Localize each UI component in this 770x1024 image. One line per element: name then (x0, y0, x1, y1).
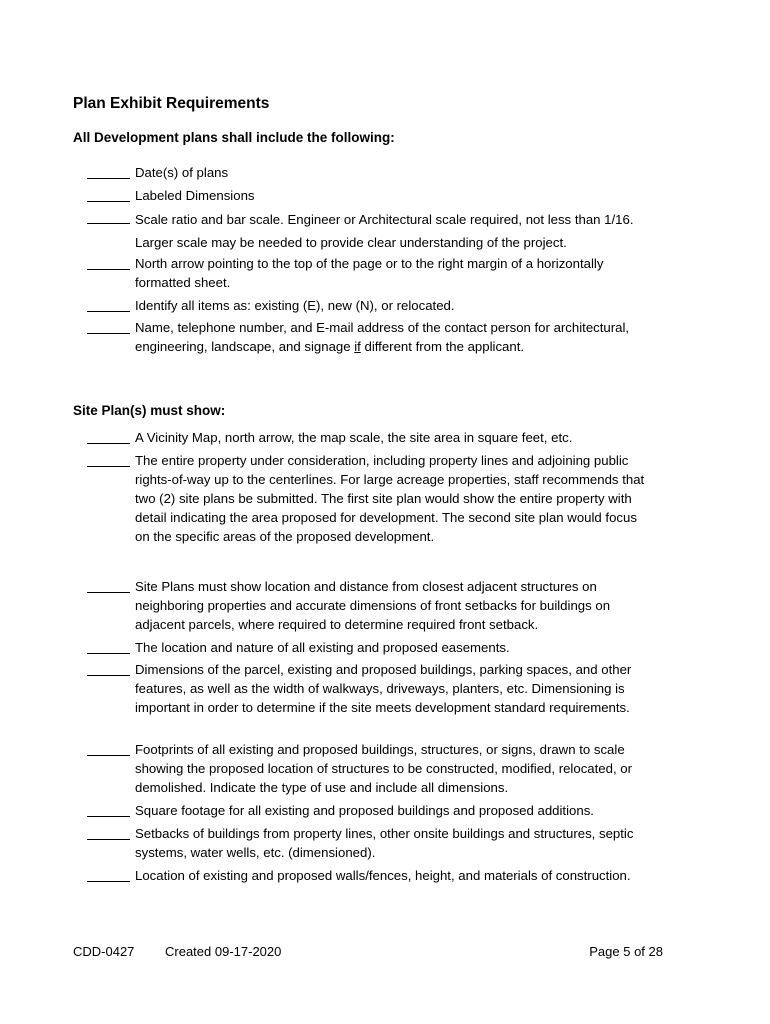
item-text: Square footage for all existing and proposed buildings and proposed additions. (135, 803, 594, 818)
checklist-item (87, 866, 647, 885)
checkbox-blank-line[interactable] (87, 163, 130, 179)
checkbox-blank-line[interactable] (87, 318, 130, 334)
footer-created-date: Created 09-17-2020 (165, 944, 282, 959)
page-title: Plan Exhibit Requirements (73, 95, 270, 112)
item-text: Date(s) of plans (135, 165, 229, 180)
item-text: Scale ratio and bar scale. Engineer or Architectural scale required, not less than 1/16. Larger scale may be needed to provide clear understanding of the project. (135, 212, 634, 250)
footer-page-number: Page 5 of 28 (589, 944, 663, 959)
checklist-item (87, 163, 647, 182)
checkbox-blank-line[interactable] (87, 451, 130, 467)
checklist-item (87, 801, 647, 820)
checkbox-blank-line[interactable] (87, 801, 130, 817)
checklist-item (87, 208, 647, 254)
item-text: A Vicinity Map, north arrow, the map scale, the site area in square feet, etc. (135, 430, 573, 445)
checkbox-blank-line[interactable] (87, 660, 130, 676)
checklist-item (87, 451, 647, 546)
checkbox-blank-line[interactable] (87, 254, 130, 270)
checklist-item (87, 638, 647, 657)
checklist-item (87, 660, 647, 717)
dev-section-heading: All Development plans shall include the following: (73, 130, 395, 145)
item-text: Setbacks of buildings from property lines, other onsite buildings and structures, septic systems, water wells, etc. (dimensioned). (135, 826, 634, 860)
checkbox-blank-line[interactable] (87, 208, 130, 224)
checkbox-blank-line[interactable] (87, 638, 130, 654)
checklist-item (87, 740, 647, 797)
checkbox-blank-line[interactable] (87, 428, 130, 444)
site-section-heading: Site Plan(s) must show: (73, 403, 226, 418)
item-text: North arrow pointing to the top of the page or to the right margin of a horizontally formatted sheet. (135, 256, 604, 290)
checklist-item (87, 428, 647, 447)
checkbox-blank-line[interactable] (87, 866, 130, 882)
checklist-item (87, 824, 647, 862)
item-text: Name, telephone number, and E-mail address of the contact person for architectural, engineering, landscape, and signage if different from the applicant. (135, 320, 630, 354)
item-text: Footprints of all existing and proposed buildings, structures, or signs, drawn to scale showing the proposed location of structures to be constructed, modified, relocated, or demolished. Indicate the type of use and include all dimensions. (135, 742, 633, 795)
item-text: Location of existing and proposed walls/fences, height, and materials of construction. (135, 868, 631, 883)
checkbox-blank-line[interactable] (87, 824, 130, 840)
item-text: The location and nature of all existing and proposed easements. (135, 640, 510, 655)
checkbox-blank-line[interactable] (87, 740, 130, 756)
item-text: Dimensions of the parcel, existing and proposed buildings, parking spaces, and other features, as well as the width of walkways, driveways, planters, etc. Dimensioning is important in order to determine if the site meets development standard requirements. (135, 662, 632, 715)
item-text: Site Plans must show location and distance from closest adjacent structures on neighboring properties and accurate dimensions of front setbacks for buildings on adjacent parcels, where required to determine required front setback. (135, 579, 611, 632)
checklist-item (87, 296, 647, 315)
checklist-item (87, 318, 647, 356)
checklist-item (87, 577, 647, 634)
checklist-item (87, 254, 647, 292)
footer-form-code: CDD-0427 (73, 944, 135, 959)
item-text: Identify all items as: existing (E), new (N), or relocated. (135, 298, 455, 313)
emphasis-if: if (354, 339, 361, 354)
item-text: The entire property under consideration, including property lines and adjoining public rights-of-way up to the centerlines. For large acreage properties, staff recommends that two (2) site plans be submitted. The first site plan would show the entire property with detail indicating the area proposed for development. The second site plan would focus on the specific areas of the proposed development. (135, 453, 645, 544)
checkbox-blank-line[interactable] (87, 577, 130, 593)
checkbox-blank-line[interactable] (87, 296, 130, 312)
checkbox-blank-line[interactable] (87, 186, 130, 202)
checklist-item (87, 186, 647, 205)
item-text: Labeled Dimensions (135, 188, 255, 203)
